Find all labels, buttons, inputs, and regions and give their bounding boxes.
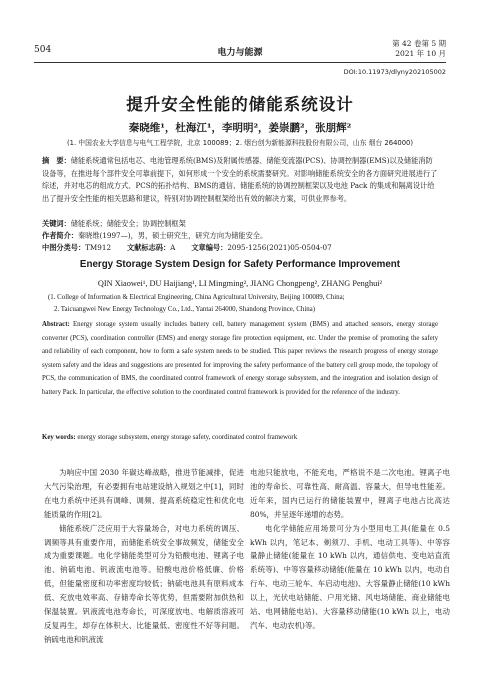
keywords-en-text: energy storage subsystem, energy storage safety, coordinated control framework	[77, 434, 298, 441]
author-intro-label: 作者简介：	[42, 231, 78, 240]
keywords-cn-label: 关键词：	[42, 219, 71, 228]
author-intro	[42, 230, 438, 242]
body-column-right	[250, 466, 450, 633]
abstract-cn-text: 储能系统通常包括电芯、电池管理系统(BMS)及附属传感器、储能变流器(PCS)、协调控制器(EMS)以及储能消防设备等，在推进每个部件安全可靠前提下，如何形成一个安全的系统需要研究。对影响储能系统安全的各方面研究进展进行了综述，并对电芯的组成方式、PCS的拓扑结构、BMS的通信、储能系统的协调控制框架以及电池 Pack 的集成和隔离设计给出了提升安全性能的相关思路和建议，特别对协调控制框架给出有效的解决方案，可供业界参考。	[42, 156, 438, 203]
affiliation-en-line-2: 2. Taicuangwei New Energy Technology Co., Ltd., Yantai 264000, Shandong Province, China)	[54, 305, 316, 313]
doc-code-value: A	[170, 243, 176, 252]
body-column-left	[44, 466, 244, 647]
doc-code-label: 文献标志码：	[127, 243, 171, 252]
paper-title-cn: 提升安全性能的储能系统设计	[126, 95, 354, 114]
clc-value: TM912	[85, 243, 112, 252]
body-paragraph: 电池只能放电，不能充电，严格说不是二次电池。锂离子电池的寿命长、可靠性高、耐高温、容量大，但导电性能差。近年来，国内已运行的储能装置中，锂离子电池占比高达 80%，并呈逐年递增的态势。	[250, 468, 450, 519]
authors-cn: 秦晓维¹，杜海江¹，李明明²，姜崇鹏²，张朋辉²	[128, 122, 352, 134]
running-header	[34, 38, 446, 63]
clc-label: 中图分类号：	[42, 243, 86, 252]
page-number: 504	[34, 45, 52, 55]
keywords-cn	[42, 218, 438, 230]
clc-field	[42, 242, 111, 254]
issue-date: 2021 年 10 月	[395, 49, 446, 58]
abstract-en-label: Abstract:	[42, 321, 70, 328]
article-no-label: 文章编号：	[191, 243, 228, 252]
body-paragraph: 电化学储能应用场景可分为小型用电工具(能量在 0.5 kWh 以内，笔记本、剃须刀、手机、电动工具等)、中等容量静止储能(能量在 10 kWh 以内，通信供电、变电站直流系统等)、中等容量移动储能(能量在 10 kWh 以内，电动自行车、电动三轮车、车启动电池)、大容量静止储能(10 kWh 以上，光伏电站储能、户用光储、风电场储能、商业储能电站、电网储能电站)、大容量移动储能(10 kWh 以上，电动汽车、电动农机)等。	[250, 523, 450, 630]
author-intro-text: 秦晓维(1997—)，男，硕士研究生，研究方向为储能安全。	[77, 231, 268, 240]
body-paragraph: 为响应中国 2030 年碳达峰战略，推进节能减排，促进大气污染治理，有必要拥有电站建设纳入规划之中[1]，同时在电力系统中还具有调峰、调频、提高系统稳定性和优化电能质量的作用[2]。	[44, 468, 244, 519]
journal-name: 电力与能源	[217, 48, 263, 58]
doi: DOI:10.11973/dlyny202105002	[343, 68, 446, 76]
article-no-field	[191, 242, 331, 254]
keywords-cn-text: 储能系统；储能安全；协调控制框架	[70, 219, 186, 228]
abstract-cn	[42, 155, 438, 205]
abstract-cn-label: 摘 要：	[42, 156, 71, 165]
paper-title-en: Energy Storage System Design for Safety Performance Improvement	[79, 259, 401, 270]
article-no-value: 2095-1256(2021)05-0504-07	[227, 243, 332, 252]
volume-info	[392, 39, 446, 59]
affiliation-en	[48, 292, 440, 315]
classification-row	[42, 242, 438, 254]
abstract-en-text: Energy storage system usually includes battery cell, battery management system (BMS) and attached sensors, energy storage converter (PCS), coordination controller (EMS) and energy storage fire protection equipment, etc. Under the premise of promoting the safety and reliability of each component, how to form a safe system needs to be studied. This paper reviews the research progress of energy storage system safety and the ideas and suggestions are presented for improving the safety performance of the battery cell group mode, the topology of PCS, the communication of BMS, the coordinated control framework of energy storage subsystem, and the integration and isolation design of battery Pack. In particular, the effective solution to the coordinated control framework is provided for the reference of the industry.	[42, 321, 438, 396]
affiliation-en-line-1: (1. College of Information & Electrical Engineering, China Agricultural University, Beijing 100089, China;	[48, 294, 345, 301]
doc-code-field	[127, 242, 175, 254]
authors-en: QIN Xiaowei¹, DU Haijiang¹, LI Mingming², JIANG Chongpeng², ZHANG Penghui²	[97, 279, 383, 288]
abstract-en	[42, 318, 438, 400]
affiliation-cn: (1. 中国农业大学信息与电气工程学院，北京 100089；2. 烟台创为新能源科技股份有限公司，山东 烟台 264000)	[66, 139, 414, 147]
keywords-en	[42, 434, 438, 441]
body-paragraph: 储能系统广泛应用于大容量场合，对电力系统的调压、调频等具有重要作用，而储能系统安全事故频发，储能安全成为重要课题。电化学储能类型可分为铅酸电池、锂离子电池、钠硫电池、钒液流电池等。铅酸电池价格低廉、价格低，但能量密度和功率密度均较低；钠硫电池具有原料成本低、充放电效率高、存储寿命长等优势，但需要附加供热和保温装置。钒液流电池寿命长，可深度放电、电解质溶液可反复再生，却存在体积大、比能量低、密度性不好等问题。钠硫电池和钒液流	[44, 523, 244, 644]
volume-issue: 第 42 卷第 5 期	[392, 39, 446, 48]
keywords-en-label: Key words:	[42, 434, 76, 441]
